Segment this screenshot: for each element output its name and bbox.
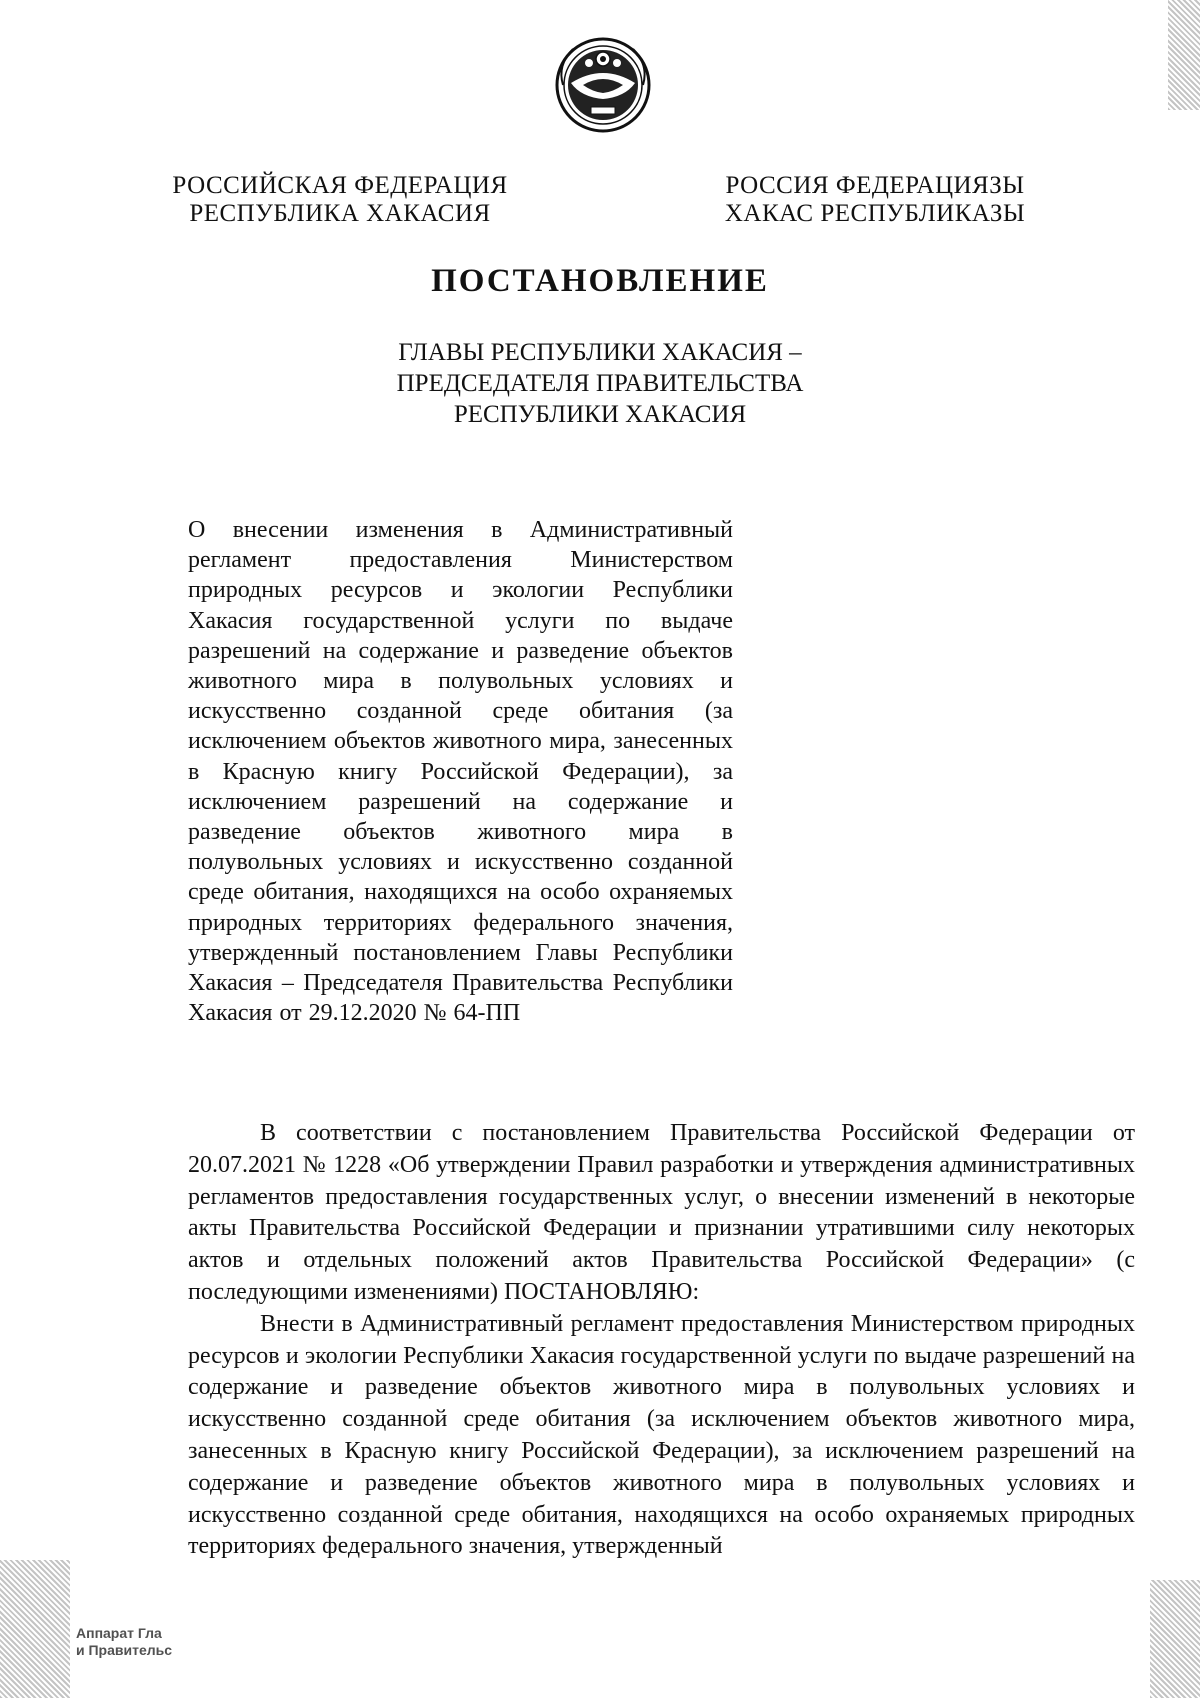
- issuer-block: [0, 337, 1200, 430]
- scan-artifact-bottom-right: [1150, 1580, 1200, 1698]
- header-left: [170, 172, 510, 228]
- stamp-line2: и Правительс: [76, 1642, 173, 1658]
- coat-of-arms-icon: [553, 35, 653, 135]
- registry-stamp: [76, 1625, 172, 1659]
- scan-artifact-bottom-left: [0, 1560, 70, 1698]
- issuer-line2: ПРЕДСЕДАТЕЛЯ ПРАВИТЕЛЬСТВА: [396, 370, 804, 397]
- issuer-line1: ГЛАВЫ РЕСПУБЛИКИ ХАКАСИЯ –: [398, 339, 802, 366]
- document-type-title: ПОСТАНОВЛЕНИЕ: [431, 263, 769, 299]
- stamp-line1: Аппарат Гла: [76, 1625, 162, 1641]
- header-right-line2: ХАКАС РЕСПУБЛИКАЗЫ: [724, 200, 1026, 227]
- header-right: [720, 172, 1030, 228]
- document-body: [188, 1118, 1135, 1563]
- header-right-line1: РОССИЯ ФЕДЕРАЦИЯЗЫ: [725, 172, 1025, 199]
- header-left-line1: РОССИЙСКАЯ ФЕДЕРАЦИЯ: [172, 172, 508, 199]
- header-left-line2: РЕСПУБЛИКА ХАКАСИЯ: [189, 200, 491, 227]
- issuer-line3: РЕСПУБЛИКИ ХАКАСИЯ: [453, 401, 747, 428]
- body-paragraph-2: Внести в Административный регламент предоставления Министерством природных ресурсов и экологии Республики Хакасия государственной услуги по выдаче разрешений на содержание и разведение объектов животного мира в полувольных условиях и искусственно созданной среде обитания (за исключением объектов животного мира, занесенных в Красную книгу Российской Федерации), за исключением разрешений на содержание и разведение объектов животного мира в полувольных условиях и искусственно созданной среде обитания, находящихся на особо охраняемых природных территориях федерального значения, утвержденный: [188, 1310, 1135, 1560]
- document-subject: О внесении изменения в Административный регламент предоставления Министерством природных ресурсов и экологии Республики Хакасия государственной услуги по выдаче разрешений на содержание и разведение объектов животного мира в полувольных условиях и искусственно созданной среде обитания (за исключением объектов животного мира, занесенных в Красную книгу Российской Федерации), за исключением разрешений на содержание и разведение объектов животного мира в полувольных условиях и искусственно созданной среде обитания, находящихся на особо охраняемых природных территориях федерального значения, утвержденный постановлением Главы Республики Хакасия – Председателя Правительства Республики Хакасия от 29.12.2020 № 64-ПП: [188, 517, 733, 1027]
- scan-artifact-top-right: [1168, 0, 1200, 110]
- body-paragraph-1: В соответствии с постановлением Правительства Российской Федерации от 20.07.2021 № 1228 «Об утверждении Правил разработки и утверждения административных регламентов предоставления государственных услуг, о внесении изменений в некоторые акты Правительства Российской Федерации и признании утратившими силу некоторых актов и отдельных положений актов Правительства Российской Федерации» (с последующими изменениями) ПОСТАНОВЛЯЮ:: [188, 1120, 1135, 1305]
